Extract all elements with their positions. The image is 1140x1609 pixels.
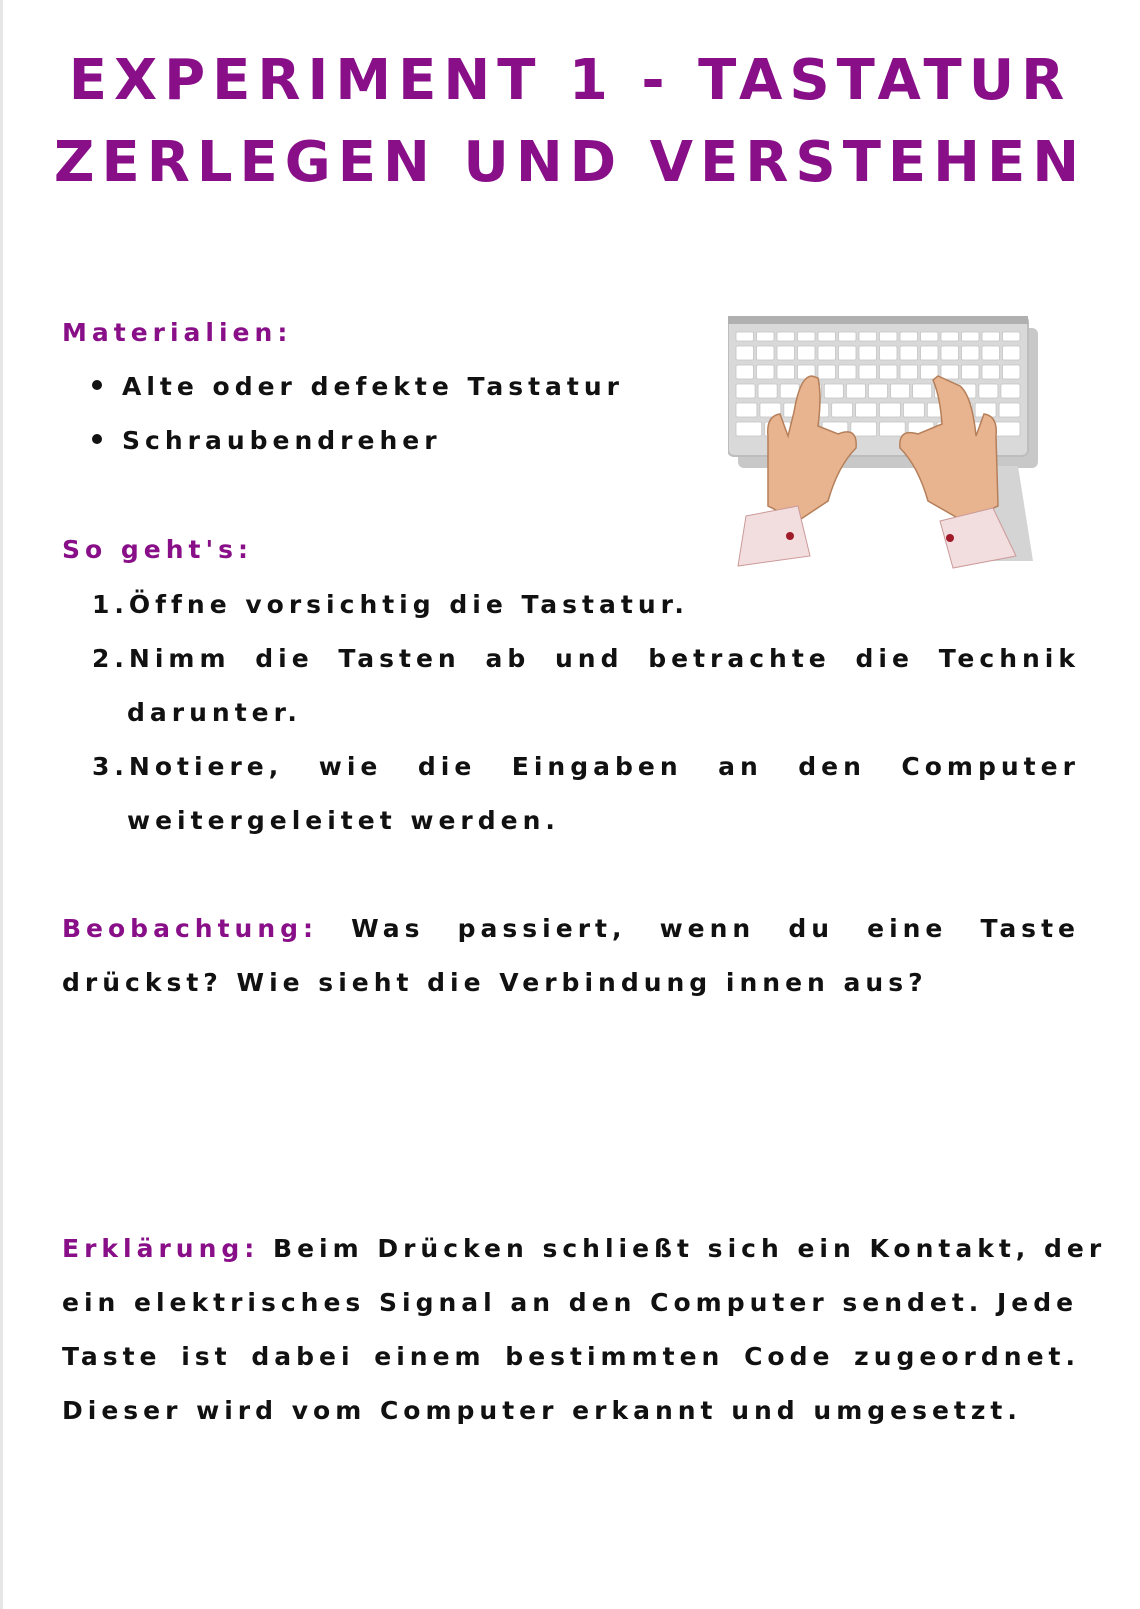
keyboard-key [1001,384,1020,398]
explanation-word: Taste [62,1342,162,1371]
step-word: die [255,644,314,673]
observation-line-1 [62,914,1080,943]
keyboard-key [824,384,843,398]
bullet-icon [92,434,102,444]
keyboard-key [859,365,877,379]
keyboard-key [757,365,775,379]
keyboard-key [736,384,755,398]
keyboard-key [891,384,910,398]
explanation-line-4: Dieser wird vom Computer erkannt und umgesetzt. [62,1396,1022,1425]
keyboard-key [818,332,836,341]
explanation-line-2: ein elektrisches Signal an den Computer sendet. Jede [62,1288,1079,1317]
step-number: 1. [92,590,129,619]
explanation-word: zugeordnet. [854,1342,1080,1371]
keyboard-key [941,346,959,360]
step-3-word-1 [92,752,283,781]
keyboard-key [777,332,795,341]
keyboard-key [941,332,959,341]
keyboard-key [979,384,998,398]
observation-label: Beobachtung: [62,914,319,943]
step-2-word-1 [92,644,231,673]
title-line-1: EXPERIMENT 1 - TASTATUR [68,48,1072,113]
keyboard-key [962,332,980,341]
keyboard-key [999,403,1020,417]
materials-item [92,426,442,455]
page-title [0,40,1140,204]
step-word: die [417,752,477,781]
keyboard-key [832,403,853,417]
keyboard-key [880,403,901,417]
keyboard-key [982,365,1000,379]
step-2-line-1 [92,644,1080,673]
step-word: Eingaben [511,752,683,781]
keyboard-typing-illustration [728,316,1058,576]
step-word: Computer [901,752,1080,781]
keyboard-key [839,332,857,341]
explanation-word: bestimmten [505,1342,725,1371]
keyboard-key [913,384,932,398]
keyboard-key [962,365,980,379]
step-word: Tasten [338,644,461,673]
keyboard-key [880,346,898,360]
step-word: wie [318,752,383,781]
materials-heading: Materialien: [62,318,293,347]
step-word: ab [485,644,531,673]
keyboard-key [880,332,898,341]
page-edge [0,0,3,1609]
keyboard-key [880,422,906,436]
observation-word: passiert, [457,914,627,943]
keyboard-key [851,422,877,436]
title-line-2: ZERLEGEN UND VERSTEHEN [53,130,1087,195]
keyboard-key [859,346,877,360]
keyboard-key [736,332,754,341]
step-number: 2. [92,644,129,673]
keyboard-key [859,332,877,341]
keyboard-key [900,332,918,341]
materials-item [92,372,624,401]
step-word: Nimm [128,644,231,673]
materials-item-text: Schraubendreher [122,426,442,455]
keyboard-key [839,365,857,379]
step-word: betrachte [648,644,831,673]
step-word: die [855,644,914,673]
observation-word: eine [867,914,948,943]
keyboard-key [839,346,857,360]
step-word: Notiere, [128,752,284,781]
keyboard-key [736,422,762,436]
keyboard-key [758,384,777,398]
explanation-line-3 [62,1342,1080,1371]
keyboard-key [798,346,816,360]
explanation-line-1 [62,1234,1107,1263]
step-1-line [92,590,1080,619]
step-3-line-1 [92,752,1080,781]
step-word: den [798,752,866,781]
keyboard-key [1003,332,1021,341]
keyboard-key [1003,365,1021,379]
step-word: und [554,644,624,673]
keyboard-key [1003,346,1021,360]
keyboard-key [846,384,865,398]
keyboard-key [798,332,816,341]
keyboard-key [880,365,898,379]
keyboard-key [903,403,924,417]
keyboard-key [982,346,1000,360]
keyboard-key [736,403,757,417]
explanation-text: Beim Drücken schließt sich ein Kontakt, der [273,1234,1107,1263]
keyboard-key [818,346,836,360]
explanation-label: Erklärung: [62,1234,260,1263]
keyboard-key [921,365,939,379]
observation-word: wenn [659,914,756,943]
materials-item-text: Alte oder defekte Tastatur [122,372,624,401]
keyboard-key [900,346,918,360]
explanation-word: einem [374,1342,486,1371]
step-word: an [718,752,763,781]
keyboard-key [962,346,980,360]
observation-word: Taste [980,914,1080,943]
keyboard-key [777,346,795,360]
step-2-line-2: darunter. [127,698,302,727]
bullet-icon [92,380,102,390]
keyboard-key [757,346,775,360]
explanation-word: ist [181,1342,232,1371]
observation-word: Was [351,914,425,943]
keyboard-key [868,384,887,398]
observation-line-2: drückst? Wie sieht die Verbindung innen aus? [62,968,928,997]
keyboard-key [941,365,959,379]
keyboard-key [982,332,1000,341]
keyboard-key [900,365,918,379]
keyboard-key [921,332,939,341]
explanation-word: Code [744,1342,835,1371]
keyboard-key [921,346,939,360]
keyboard-key [736,346,754,360]
step-word: Technik [938,644,1080,673]
keyboard-key [777,365,795,379]
step-number: 3. [92,752,129,781]
observation-word: du [788,914,835,943]
step-3-line-2: weitergeleitet werden. [127,806,560,835]
keyboard-key [856,403,877,417]
step-text: Öffne vorsichtig die Tastatur. [128,590,689,619]
keyboard-top-edge [728,316,1028,324]
keyboard-key [818,365,836,379]
keyboard-key [736,365,754,379]
keyboard-key [780,384,799,398]
explanation-word: dabei [251,1342,355,1371]
steps-heading: So geht's: [62,535,254,564]
keyboard-key [757,332,775,341]
keyboard-key [994,422,1020,436]
